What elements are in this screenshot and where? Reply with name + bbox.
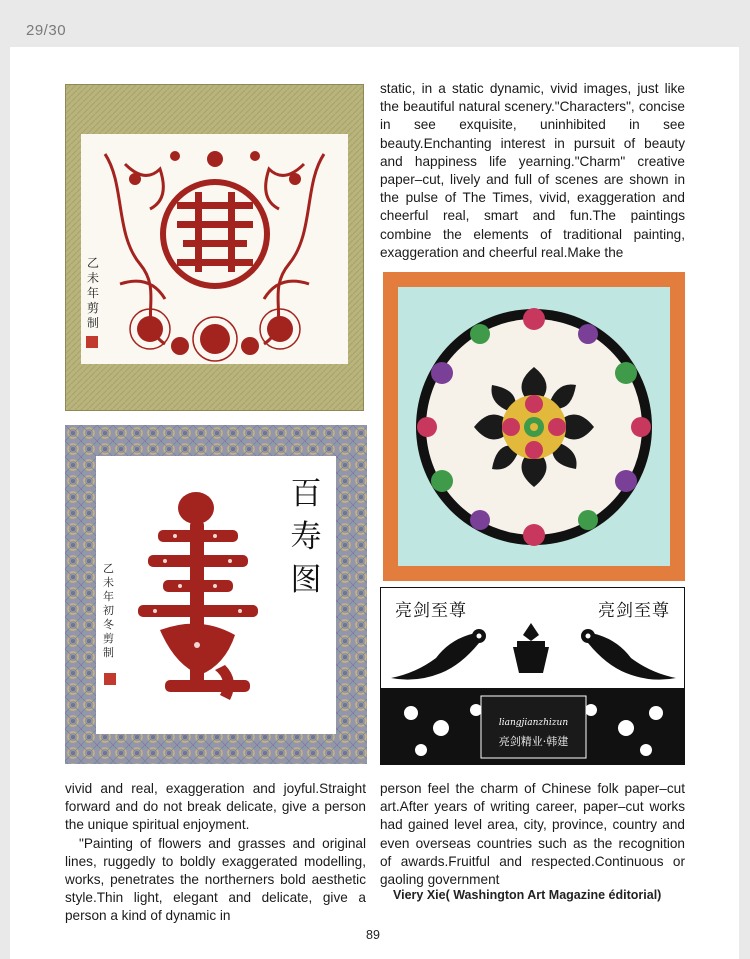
- black-birds-papercut: [380, 587, 685, 765]
- plate-caption: liangjianzhizun: [498, 718, 569, 728]
- hundred-longevity-papercut: [65, 425, 367, 764]
- bottom-left-text-column: [65, 780, 366, 926]
- banner-right: 亮剑至尊: [598, 601, 670, 621]
- page-indicator: 29/30: [26, 22, 67, 39]
- plate-title: 亮剑精业·韩建: [498, 735, 569, 748]
- top-left-inscription: 乙未年剪制: [87, 256, 100, 330]
- banner-left: 亮剑至尊: [395, 601, 467, 621]
- top-right-paragraph: static, in a static dynamic, vivid images, just like the beautiful natural scenery."Characters", concise in see exquisite, uninhibited in see beauty.Enchanting interest in pursuit of beauty and happiness life yearning."Charm" creative paper–cut, lively and full of scenes are shown in the pulse of The Times, vivid, exaggeration and cheerful real, smart and fun.The paintings combine the elements of traditional painting, exaggeration and cheerful real.Make the: [380, 81, 685, 260]
- title-char-longevity: 寿: [290, 519, 322, 555]
- title-char-hundred: 百: [290, 476, 322, 512]
- bottom-right-text-column: [380, 780, 685, 889]
- double-happiness-papercut: [65, 84, 364, 411]
- page-number: 89: [366, 928, 380, 942]
- top-right-text-column: [380, 80, 685, 262]
- bottom-right-paragraph: person feel the charm of Chinese folk paper–cut art.After years of writing career, paper–cut works had gained level area, city, province, country and even overseas countries such as the recognition of awards.Fruitful and respected.Continuous or gaoling government: [380, 781, 685, 888]
- longevity-title: [288, 473, 324, 602]
- mandala-papercut: [383, 272, 685, 581]
- author-credit: Viery Xie( Washington Art Magazine éditorial): [393, 888, 662, 902]
- bottom-left-paragraph-1: vivid and real, exaggeration and joyful.Straight forward and do not break delicate, give a person the unique spiritual enjoyment.: [65, 781, 366, 833]
- magazine-page: [10, 47, 739, 959]
- middle-left-inscription: 乙未年初冬剪制: [103, 562, 114, 659]
- title-char-picture: 图: [290, 562, 322, 598]
- bottom-left-paragraph-2: "Painting of flowers and grasses and original lines, ruggedly to boldly exaggerated modelling, works, penetrates the northerners bold aesthetic style.Thin light, elegant and delicate, give a person a kind of dynamic in: [65, 835, 366, 924]
